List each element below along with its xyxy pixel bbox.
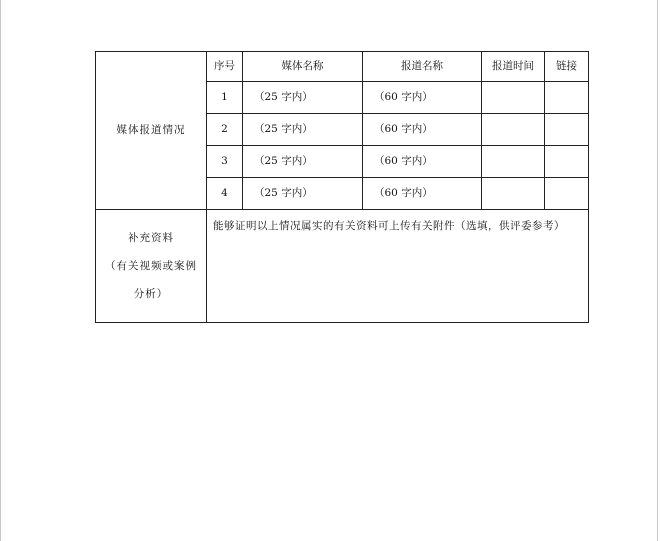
row-report-time[interactable] (482, 82, 545, 114)
row-index: 1 (207, 82, 243, 114)
row-report-name[interactable]: （60 字内） (363, 146, 482, 178)
row-report-name[interactable]: （60 字内） (363, 178, 482, 210)
row-report-name[interactable]: （60 字内） (363, 82, 482, 114)
supplementary-label-line3: 分析） (133, 288, 169, 300)
media-report-table (95, 51, 589, 323)
supplementary-label-line2: （有关视频或案例 (105, 260, 197, 272)
header-report-time: 报道时间 (482, 52, 545, 82)
supplementary-label-cell (96, 210, 207, 323)
row-link[interactable] (545, 178, 589, 210)
row-media-name[interactable]: （25 字内） (243, 178, 363, 210)
row-media-name[interactable]: （25 字内） (243, 114, 363, 146)
header-index: 序号 (207, 52, 243, 82)
row-media-name[interactable]: （25 字内） (243, 146, 363, 178)
supplementary-label-line1: 补充资料 (128, 232, 174, 244)
row-report-time[interactable] (482, 146, 545, 178)
table-header-row (96, 52, 589, 82)
row-link[interactable] (545, 114, 589, 146)
row-link[interactable] (545, 82, 589, 114)
section-label: 媒体报道情况 (116, 124, 186, 137)
row-report-time[interactable] (482, 114, 545, 146)
header-link: 链接 (545, 52, 589, 82)
supplementary-content[interactable]: 能够证明以上情况属实的有关资料可上传有关附件（选填，供评委参考） (207, 210, 589, 323)
row-media-name[interactable]: （25 字内） (243, 82, 363, 114)
row-report-name[interactable]: （60 字内） (363, 114, 482, 146)
header-report-name: 报道名称 (363, 52, 482, 82)
row-index: 2 (207, 114, 243, 146)
row-index: 4 (207, 178, 243, 210)
row-index: 3 (207, 146, 243, 178)
row-link[interactable] (545, 146, 589, 178)
header-media-name: 媒体名称 (243, 52, 363, 82)
section-label-cell (96, 52, 207, 210)
row-report-time[interactable] (482, 178, 545, 210)
supplementary-row (96, 210, 589, 323)
